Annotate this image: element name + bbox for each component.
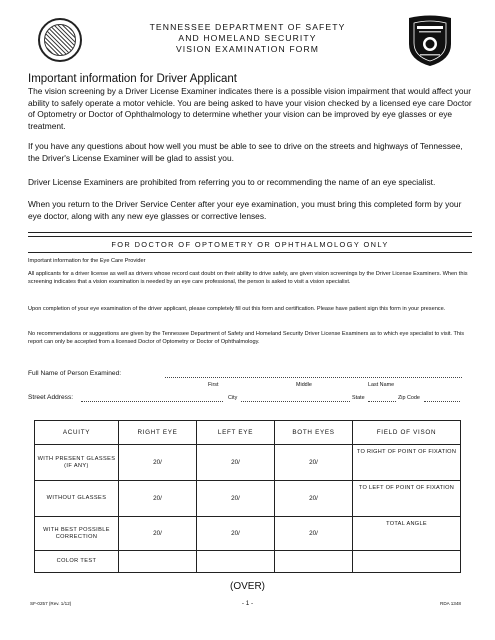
row-label-without-glasses: WITHOUT GLASSES bbox=[35, 481, 119, 517]
table-header-row bbox=[35, 421, 461, 445]
field-right-of-fixation-cell[interactable]: TO RIGHT OF POINT OF FIXATION bbox=[353, 445, 461, 481]
doctor-paragraph-2: Upon completion of your eye examination of the driver applicant, please completely fill out this form and certification. Please have patient sign this form in your presence. bbox=[28, 306, 446, 312]
column-header-left-eye: LEFT EYE bbox=[197, 421, 275, 445]
right-eye-with-glasses-cell[interactable]: 20/ bbox=[119, 445, 197, 481]
state-label: State bbox=[352, 395, 365, 401]
section-divider-thin bbox=[28, 252, 472, 253]
header-agency-line-2: AND HOMELAND SECURITY bbox=[178, 33, 317, 43]
doctor-section-heading: FOR DOCTOR OF OPTOMETRY OR OPHTHALMOLOGY ONLY bbox=[111, 240, 389, 249]
full-name-field[interactable] bbox=[165, 377, 462, 378]
section-divider bbox=[28, 232, 472, 237]
table-row bbox=[35, 481, 461, 517]
street-address-label: Street Address: bbox=[28, 394, 74, 401]
city-label: City bbox=[228, 395, 238, 401]
page-number: - 1 - bbox=[241, 600, 254, 607]
row-label-color-test: COLOR TEST bbox=[35, 551, 119, 573]
table-row bbox=[35, 551, 461, 573]
form-header bbox=[120, 22, 375, 55]
doctor-paragraph-3: No recommendations or suggestions are given by the Tennessee Department of Safety and Homeland Security Driver License Examiners as to which eye specialist to visit. This report can only be accepted from a licensed Doctor of Optometry or Doctor of Ophthalmology. bbox=[28, 331, 465, 345]
tennessee-state-seal bbox=[38, 18, 82, 62]
table-row bbox=[35, 445, 461, 481]
column-header-acuity: ACUITY bbox=[35, 421, 119, 445]
row-label-with-glasses: WITH PRESENT GLASSES (IF ANY) bbox=[35, 445, 119, 481]
applicant-paragraph-2: If you have any questions about how well you must be able to see to drive on the streets and highways of Tennessee, the Driver's License Examiner will be glad to assist you. bbox=[28, 141, 463, 163]
both-eyes-with-glasses-cell[interactable]: 20/ bbox=[275, 445, 353, 481]
over-indicator: (OVER) bbox=[230, 581, 265, 592]
doctor-paragraph-1: All applicants for a driver license as well as drivers whose record cast doubt on their ability to drive safely, are given vision screenings by the Driver License Examiners. When this screening indicates that a vision examination is needed by an eye care professional, the person is asked to visit a vision specialist. bbox=[28, 271, 468, 285]
applicant-section-title: Important information for Driver Applicant bbox=[28, 73, 238, 85]
column-header-both-eyes: BOTH EYES bbox=[275, 421, 353, 445]
doctor-subheading: Important information for the Eye Care Provider bbox=[28, 258, 146, 264]
header-agency-line-1: TENNESSEE DEPARTMENT OF SAFETY bbox=[149, 22, 346, 32]
city-field[interactable] bbox=[241, 401, 350, 402]
form-number: SF-0257 (Rev. 1/12) bbox=[30, 601, 72, 606]
vision-acuity-table bbox=[34, 420, 461, 573]
middle-name-caption: Middle bbox=[296, 382, 312, 388]
column-header-right-eye: RIGHT EYE bbox=[119, 421, 197, 445]
zip-label: Zip Code bbox=[398, 395, 420, 401]
last-name-caption: Last Name bbox=[368, 382, 395, 388]
applicant-paragraph-4: When you return to the Driver Service Center after your eye examination, you must bring this completed form by your eye doctor, along with any new eye glasses or corrective lenses. bbox=[28, 199, 462, 221]
header-form-title: VISION EXAMINATION FORM bbox=[175, 44, 320, 54]
full-name-label: Full Name of Person Examined: bbox=[28, 370, 122, 377]
left-eye-without-glasses-cell[interactable]: 20/ bbox=[197, 481, 275, 517]
applicant-paragraph-1: The vision screening by a Driver License Examiner indicates there is a possible vision impairment that would affect your ability to safely operate a motor vehicle. You are being asked to have your vision checked by a licensed eye care Doctor of Optometry or Doctor of Ophthalmology to determine whether your vision can be improved by eye glasses or eye treatment. bbox=[28, 86, 472, 131]
first-name-caption: First bbox=[208, 382, 219, 388]
left-eye-with-glasses-cell[interactable]: 20/ bbox=[197, 445, 275, 481]
zip-field[interactable] bbox=[424, 401, 460, 402]
both-eyes-best-correction-cell[interactable]: 20/ bbox=[275, 517, 353, 551]
street-address-field[interactable] bbox=[81, 401, 223, 402]
rda-number: RDA 1348 bbox=[440, 601, 461, 606]
both-eyes-without-glasses-cell[interactable]: 20/ bbox=[275, 481, 353, 517]
color-test-right-cell[interactable] bbox=[119, 551, 197, 573]
table-row bbox=[35, 517, 461, 551]
row-label-best-correction: WITH BEST POSSIBLE CORRECTION bbox=[35, 517, 119, 551]
state-field[interactable] bbox=[368, 401, 396, 402]
color-test-field-cell[interactable] bbox=[353, 551, 461, 573]
right-eye-best-correction-cell[interactable]: 20/ bbox=[119, 517, 197, 551]
department-badge-logo bbox=[405, 14, 455, 68]
total-angle-cell[interactable]: TOTAL ANGLE bbox=[353, 517, 461, 551]
color-test-left-cell[interactable] bbox=[197, 551, 275, 573]
color-test-both-cell[interactable] bbox=[275, 551, 353, 573]
left-eye-best-correction-cell[interactable]: 20/ bbox=[197, 517, 275, 551]
field-left-of-fixation-cell[interactable]: TO LEFT OF POINT OF FIXATION bbox=[353, 481, 461, 517]
applicant-paragraph-3: Driver License Examiners are prohibited from referring you to or recommending the name of an eye specialist. bbox=[28, 177, 436, 187]
right-eye-without-glasses-cell[interactable]: 20/ bbox=[119, 481, 197, 517]
column-header-field-of-vision: FIELD OF VISON bbox=[353, 421, 461, 445]
